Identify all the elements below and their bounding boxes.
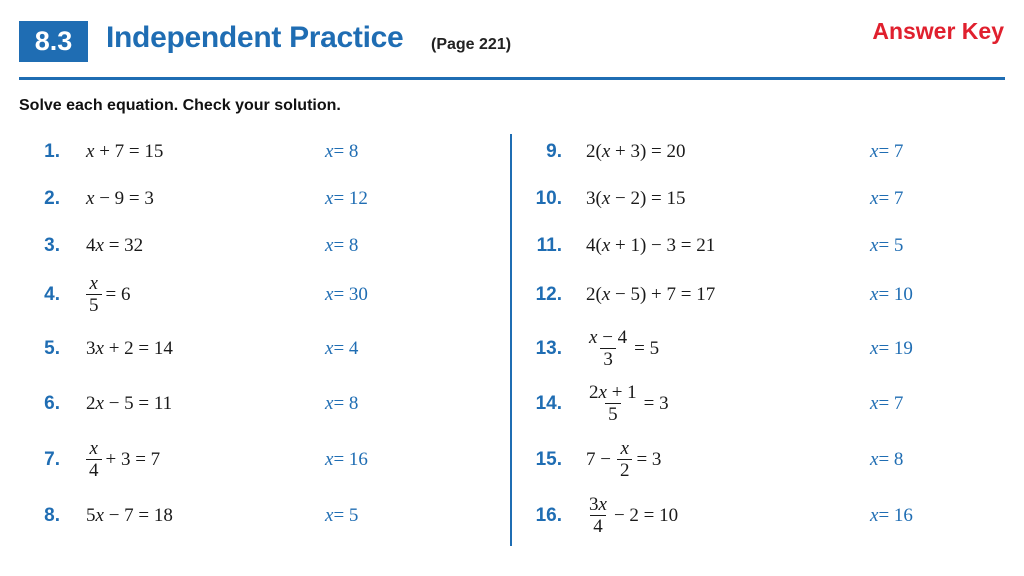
problem-number: 6. bbox=[44, 393, 60, 414]
section-number: 8.3 bbox=[34, 26, 73, 56]
fraction-numerator: x − 4 bbox=[589, 326, 628, 348]
fraction-numerator: x bbox=[620, 437, 629, 459]
header-rule bbox=[19, 77, 1005, 80]
problem-answer: x = 8 bbox=[325, 393, 359, 414]
equation-rest: + 3 = 7 bbox=[105, 449, 161, 470]
problem-answer: x = 4 bbox=[325, 338, 359, 359]
equation-rest: = 5 bbox=[634, 338, 660, 359]
problem-number: 9. bbox=[546, 141, 562, 162]
page-reference: (Page 221) bbox=[431, 36, 512, 53]
problem-number: 1. bbox=[44, 141, 60, 162]
equation-text: x − 9 = 3 bbox=[86, 188, 154, 209]
problem-equation bbox=[86, 437, 161, 481]
problem-number: 12. bbox=[535, 284, 562, 305]
problem-equation bbox=[586, 280, 715, 310]
section-badge bbox=[19, 21, 88, 62]
fraction bbox=[586, 328, 630, 371]
fraction bbox=[586, 495, 610, 538]
problem-number: 11. bbox=[536, 235, 562, 256]
equation-rest: = 3 bbox=[636, 449, 662, 470]
problem-number: 14. bbox=[535, 393, 562, 414]
problem-number: 5. bbox=[44, 338, 60, 359]
equation-text: 3(x − 2) = 15 bbox=[586, 188, 686, 209]
problem-number: 7. bbox=[44, 449, 60, 470]
problem-answer: x = 8 bbox=[325, 235, 359, 256]
equation-rest: = 6 bbox=[105, 284, 131, 305]
fraction-numerator: x bbox=[89, 272, 98, 294]
problem-number: 13. bbox=[535, 338, 562, 359]
equation-prefix: 7 − bbox=[586, 449, 611, 470]
fraction bbox=[86, 439, 102, 482]
fraction-numerator: 2x + 1 bbox=[589, 381, 637, 403]
problem-equation bbox=[86, 501, 173, 531]
equation-text: 2(x − 5) + 7 = 17 bbox=[586, 284, 716, 305]
fraction-numerator: x bbox=[89, 437, 98, 459]
equation-text: 2x − 5 = 11 bbox=[86, 393, 173, 414]
equation-text: 3x + 2 = 14 bbox=[86, 338, 173, 359]
problem-equation bbox=[86, 389, 172, 419]
problem-answer: x = 30 bbox=[325, 284, 368, 305]
problem-number: 8. bbox=[44, 505, 60, 526]
problem-equation bbox=[586, 493, 679, 537]
equation-text: 2(x + 3) = 20 bbox=[586, 141, 686, 162]
equation-text: 4(x + 1) − 3 = 21 bbox=[586, 235, 716, 256]
problem-answer: x = 5 bbox=[870, 235, 904, 256]
fraction bbox=[86, 274, 102, 317]
problem-equation bbox=[586, 137, 686, 167]
problem-answer: x = 19 bbox=[870, 338, 913, 359]
instructions: Solve each equation. Check your solution. bbox=[19, 97, 341, 114]
equation-text: 5x − 7 = 18 bbox=[86, 505, 173, 526]
problem-answer: x = 16 bbox=[870, 505, 913, 526]
problem-equation bbox=[586, 437, 662, 481]
fraction-denominator: 2 bbox=[617, 459, 633, 482]
answer-key-label: Answer Key bbox=[872, 18, 1004, 44]
problem-answer: x = 7 bbox=[870, 393, 904, 414]
problem-answer: x = 5 bbox=[325, 505, 359, 526]
equation-text: 4x = 32 bbox=[86, 235, 144, 256]
fraction-numerator: 3x bbox=[589, 493, 607, 515]
problem-answer: x = 12 bbox=[325, 188, 368, 209]
problem-equation bbox=[86, 231, 143, 261]
problem-number: 16. bbox=[535, 505, 562, 526]
fraction bbox=[617, 439, 633, 482]
problem-number: 15. bbox=[535, 449, 562, 470]
fraction-denominator: 3 bbox=[600, 348, 616, 371]
page-title: Independent Practice bbox=[106, 21, 404, 54]
fraction-denominator: 4 bbox=[590, 515, 606, 538]
fraction bbox=[586, 383, 640, 426]
problem-number: 3. bbox=[44, 235, 60, 256]
problem-equation bbox=[86, 272, 131, 316]
fraction-denominator: 4 bbox=[86, 459, 102, 482]
problem-number: 4. bbox=[44, 284, 60, 305]
problem-equation bbox=[86, 334, 173, 364]
problem-answer: x = 8 bbox=[325, 141, 359, 162]
equation-rest: = 3 bbox=[643, 393, 669, 414]
problem-equation bbox=[586, 231, 715, 261]
problem-answer: x = 10 bbox=[870, 284, 913, 305]
equation-text: x + 7 = 15 bbox=[86, 141, 164, 162]
problem-answer: x = 7 bbox=[870, 188, 904, 209]
problem-equation bbox=[86, 137, 163, 167]
problem-equation bbox=[586, 184, 686, 214]
fraction-denominator: 5 bbox=[86, 294, 102, 317]
problem-number: 10. bbox=[535, 188, 562, 209]
fraction-denominator: 5 bbox=[605, 403, 621, 426]
equation-rest: − 2 = 10 bbox=[613, 505, 679, 526]
problem-equation bbox=[586, 326, 660, 370]
problem-answer: x = 7 bbox=[870, 141, 904, 162]
problem-answer: x = 16 bbox=[325, 449, 368, 470]
problem-number: 2. bbox=[44, 188, 60, 209]
problem-equation bbox=[86, 184, 154, 214]
problem-answer: x = 8 bbox=[870, 449, 904, 470]
problem-equation bbox=[586, 381, 669, 425]
